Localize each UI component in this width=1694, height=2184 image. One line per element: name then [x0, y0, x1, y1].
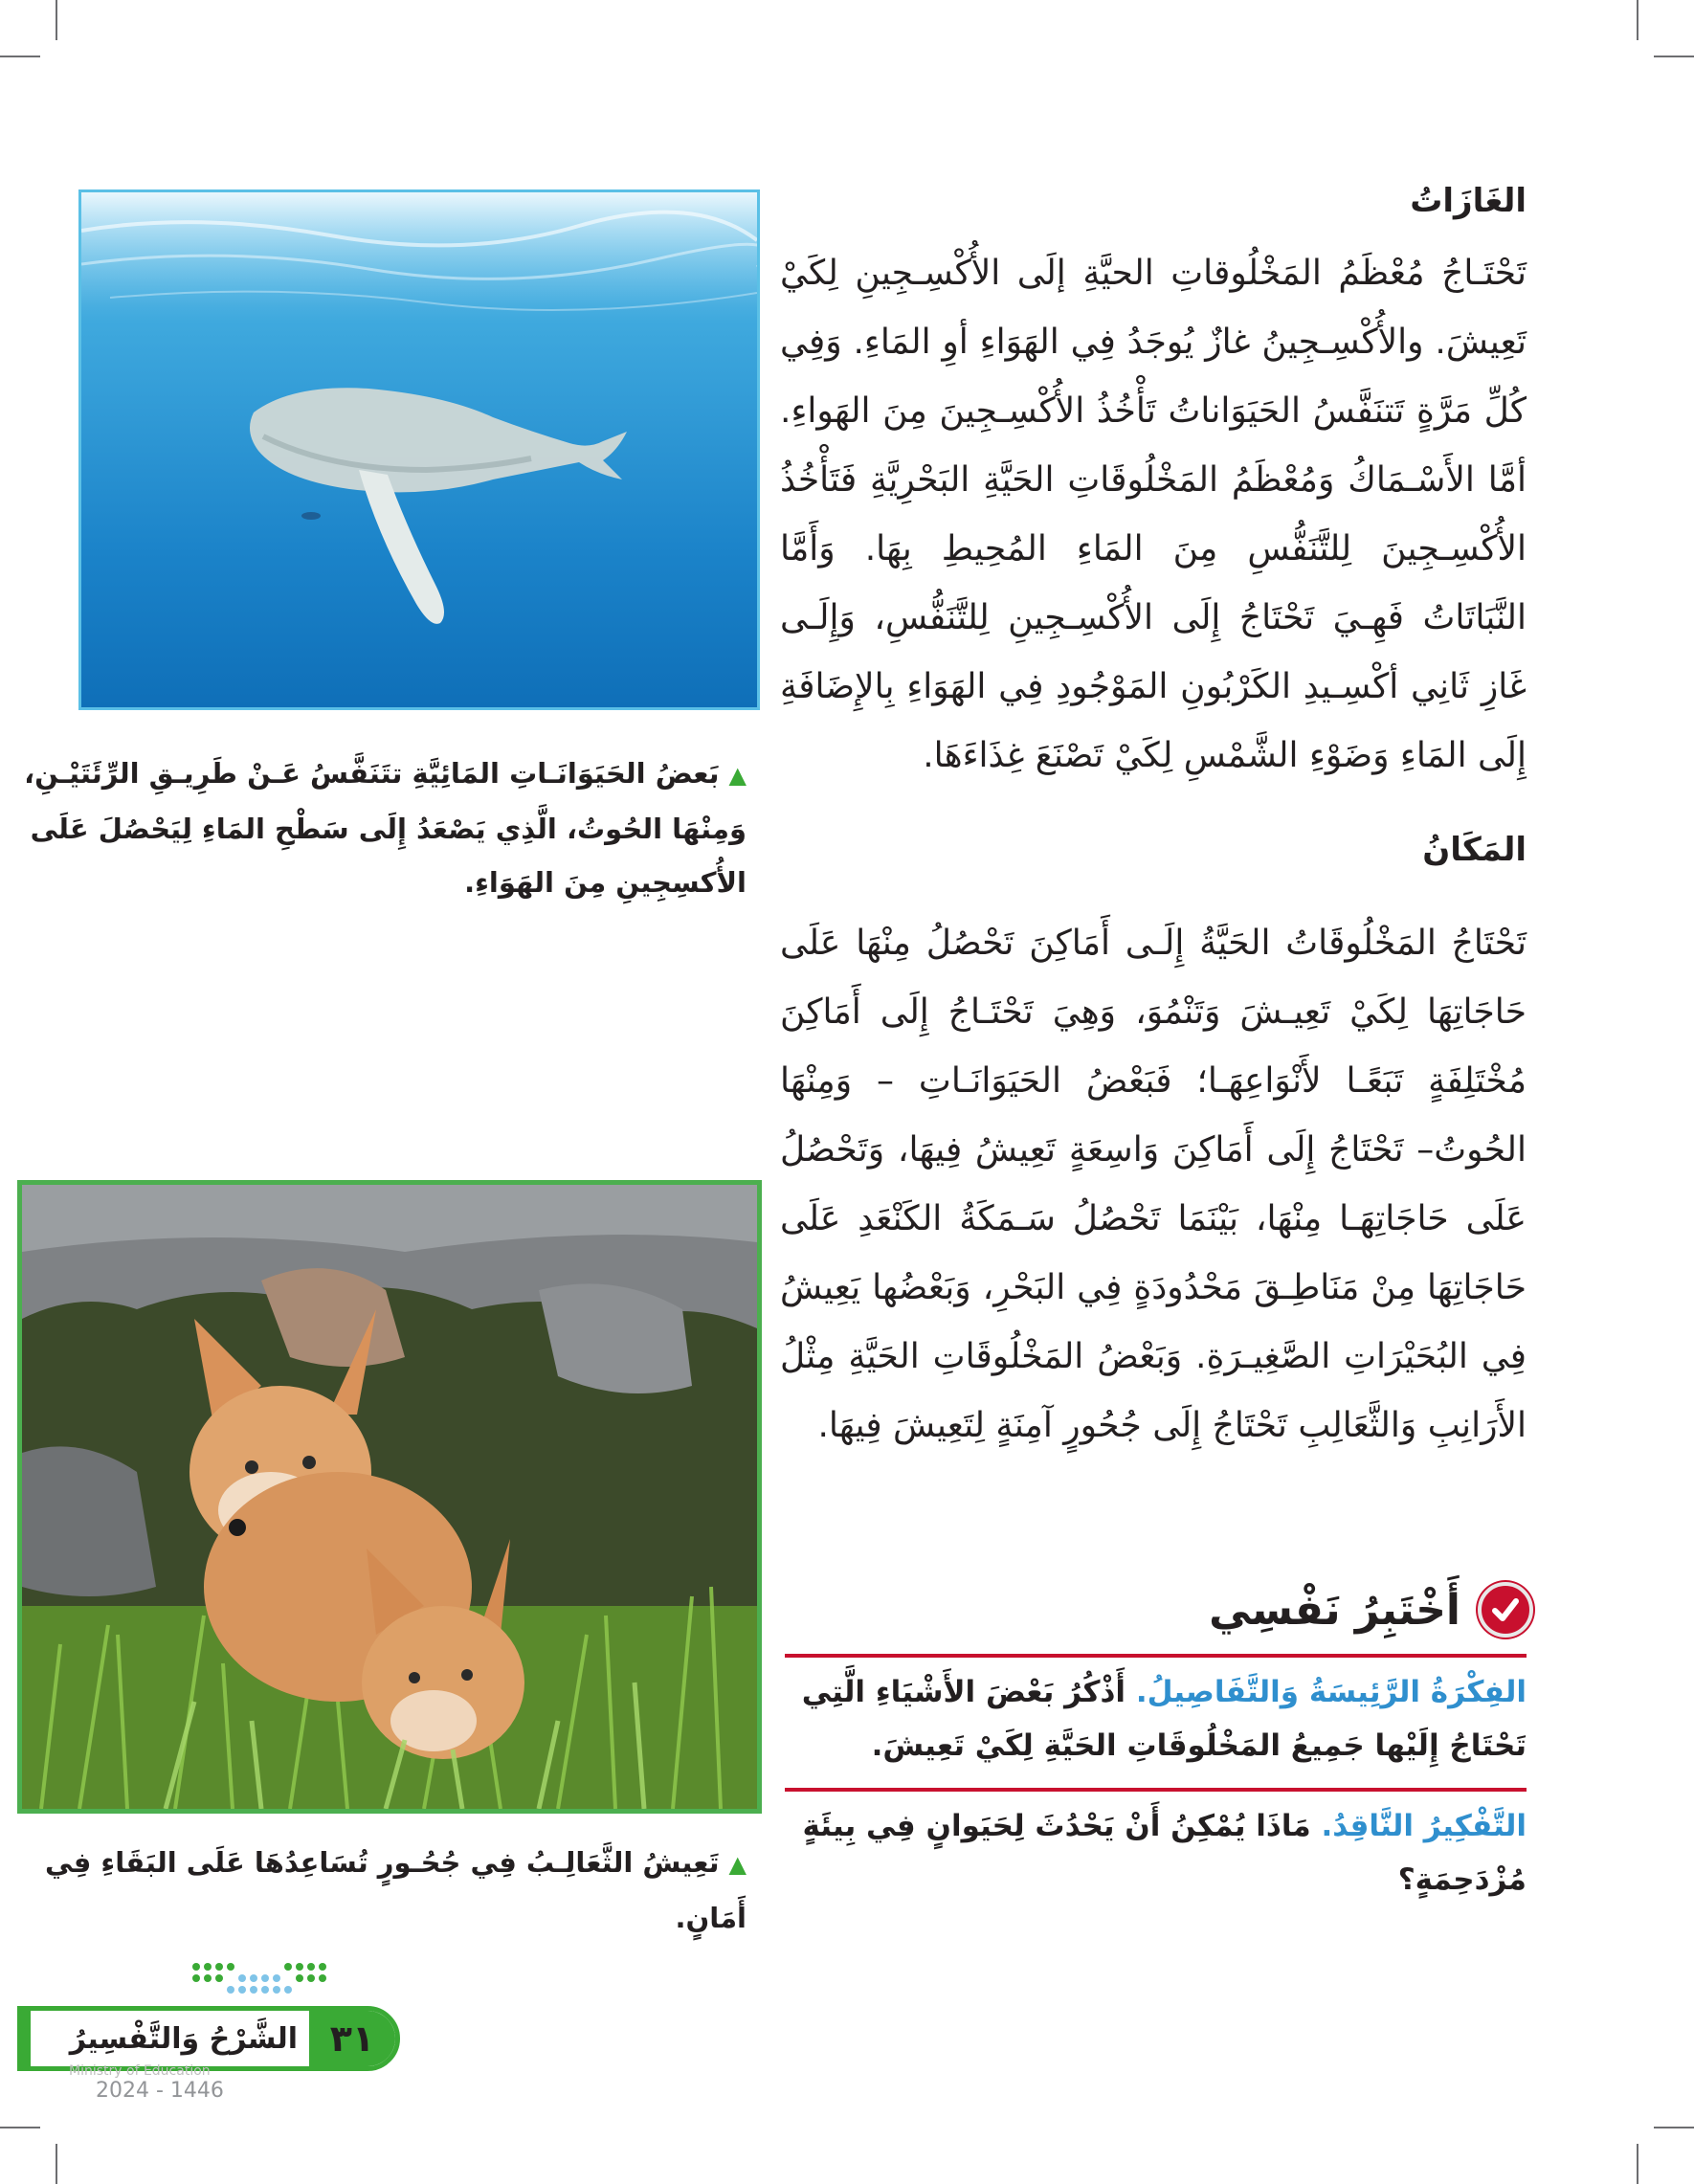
- fox-illustration: [22, 1185, 757, 1809]
- checkmark-icon: [1478, 1582, 1533, 1638]
- fox-photo: [17, 1180, 762, 1814]
- triangle-bullet-icon: ▲: [728, 1851, 747, 1878]
- page-number: ٣١: [309, 2011, 395, 2066]
- self-check-header: [1209, 1571, 1533, 1648]
- divider: [785, 1654, 1527, 1658]
- question-critical-thinking: [785, 1799, 1527, 1906]
- footer-accent: [17, 2006, 31, 2071]
- divider: [785, 1788, 1527, 1792]
- caption-fox: [19, 1836, 747, 1945]
- question-text-main-idea: أَذْكُرُ بَعْضَ الأَشْيَاءِ الَّتِي تَحْتَاجُ إِلَيْها جَمِيعُ المَخْلُوقَاتِ الحَيَّةِ لِكَيْ تَعِيشَ.: [801, 1675, 1527, 1763]
- ministry-logo-icon: [187, 1957, 340, 2005]
- footer-section-label: الشَّرْحُ وَالتَّفْسِيرُ: [69, 2021, 298, 2056]
- crop-mark: [56, 2144, 57, 2184]
- paragraph-place: تَحْتَاجُ المَخْلُوقَاتُ الحَيَّةُ إِلَـى أَمَاكِنَ تَحْصُلُ مِنْهَا عَلَى حَاجَاتِهَا لِكَيْ تَعِيـشَ وَتَنْمُوَ، وَهِيَ تَحْتَـاجُ إِلَى أَمَاكِنَ مُخْتَلِفَةٍ تَبَعًـا لأَنْوَاعِهَـا؛ فَبَعْضُ الحَيَوَانَـاتِ – وَمِنْهَا الحُوتُ– تَحْتَاجُ إِلَى أَمَاكِنَ وَاسِعَةٍ تَعِيشُ فِيهَا، وَتَحْصُلُ عَلَى حَاجَاتِهَـا مِنْهَا، بَيْنَمَا تَحْصُلُ سَـمَكَةُ الكَنْعَدِ عَلَى حَاجَاتِهَا مِنْ مَنَاطِـقَ مَحْدُودَةٍ فِي البَحْرِ، وَبَعْضُها يَعِيشُ فِي البُحَيْرَاتِ الصَّغِيـرَةِ. وَبَعْضُ المَخْلُوقَاتِ الحَيَّةِ مِثْلُ الأَرَانِبِ وَالثَّعَالِبِ تَحْتَاجُ إِلَى جُحُورٍ آمِنَةٍ لِتَعِيشَ فِيهَا.: [780, 924, 1527, 1445]
- section-title-gases: الغَازَاتُ: [1410, 182, 1527, 220]
- question-text-critical-thinking: مَاذَا يُمْكِنُ أَنْ يَحْدُثَ لِحَيَوانٍ فِي بِيئَةٍ مُزْدَحِمَةٍ؟: [802, 1809, 1527, 1897]
- crop-mark: [1654, 56, 1694, 57]
- self-check-title: أَخْتَبِرُ نَفْسِي: [1209, 1585, 1460, 1635]
- footer-bar: [17, 2006, 400, 2071]
- caption-whale-text: بَعضُ الحَيَوَانَـاتِ المَائِيَّةِ تتَنَفَّسُ عَـنْ طَرِيـقِ الرِّئَتَيْـنِ، وَمِنْهَا الحُوتُ، الَّذِي يَصْعَدُ إِلَى سَطْحِ المَاءِ لِيَحْصُلَ عَلَى الأُكسِجِينِ مِنَ الهَوَاءِ.: [24, 757, 747, 899]
- footer-brand: Ministry of Education: [69, 2063, 211, 2079]
- paragraph-gases: تَحْتَـاجُ مُعْظَمُ المَخْلُوقاتِ الحيَّةِ إلَى الأُكْسِـجِينِ لِكَيْ تَعِيشَ. والأُكْسِـجِينُ غازٌ يُوجَدُ فِي الهَوَاءِ أوِ المَاءِ. وَفِي كُلِّ مَرَّةٍ تَتنَفَّسُ الحَيَوَاناتُ تَأْخُذُ الأُكْسِـجِينَ مِنَ الهَواءِ. أمَّا الأَسْـمَاكُ وَمُعْظَمُ المَخْلُوقَاتِ الحَيَّةِ البَحْرِيَّةِ فَتَأْخُذُ الأُكْسِـجِينَ لِلتَّنَفُّسِ مِنَ المَاءِ المُحِيطِ بِهَا. وَأَمَّا النَّبَاتَاتُ فَهِـيَ تَحْتَاجُ إِلَى الأُكْسِـجِينِ لِلتَّنَفُّسِ، وَإِلَـى غَازِ ثَانِي أكْسِـيدِ الكَرْبُونِ المَوْجُودِ فِي الهَوَاءِ بِالإِضَافَةِ إِلَى المَاءِ وَضَوْءِ الشَّمْسِ لِكَيْ تَصْنَعَ غِذَاءَهَا.: [780, 254, 1527, 775]
- whale-photo: [78, 189, 760, 710]
- section-title-place: المَكَانُ: [1422, 831, 1527, 869]
- crop-mark: [1654, 2127, 1694, 2128]
- triangle-bullet-icon: ▲: [728, 762, 747, 789]
- whale-illustration: [81, 192, 757, 707]
- footer-year: 2024 - 1446: [96, 2079, 224, 2103]
- crop-mark: [0, 56, 40, 57]
- crop-mark: [56, 0, 57, 40]
- question-main-idea: [785, 1665, 1527, 1772]
- question-key-main-idea: الفِكْرَةُ الرَّئِيسَةُ وَالتَّفَاصِيلُ.: [1135, 1675, 1527, 1709]
- caption-whale: [19, 747, 747, 909]
- crop-mark: [1637, 0, 1638, 40]
- crop-mark: [1637, 2144, 1638, 2184]
- caption-fox-text: تَعِيشُ الثَّعَالِـبُ فِي جُحُـورٍ تُسَاعِدُهَا عَلَى البَقَاءِ فِي أَمَانٍ.: [45, 1846, 747, 1934]
- crop-mark: [0, 2127, 40, 2128]
- question-key-critical-thinking: التَّفْكِيرُ النَّاقِدُ.: [1321, 1809, 1527, 1843]
